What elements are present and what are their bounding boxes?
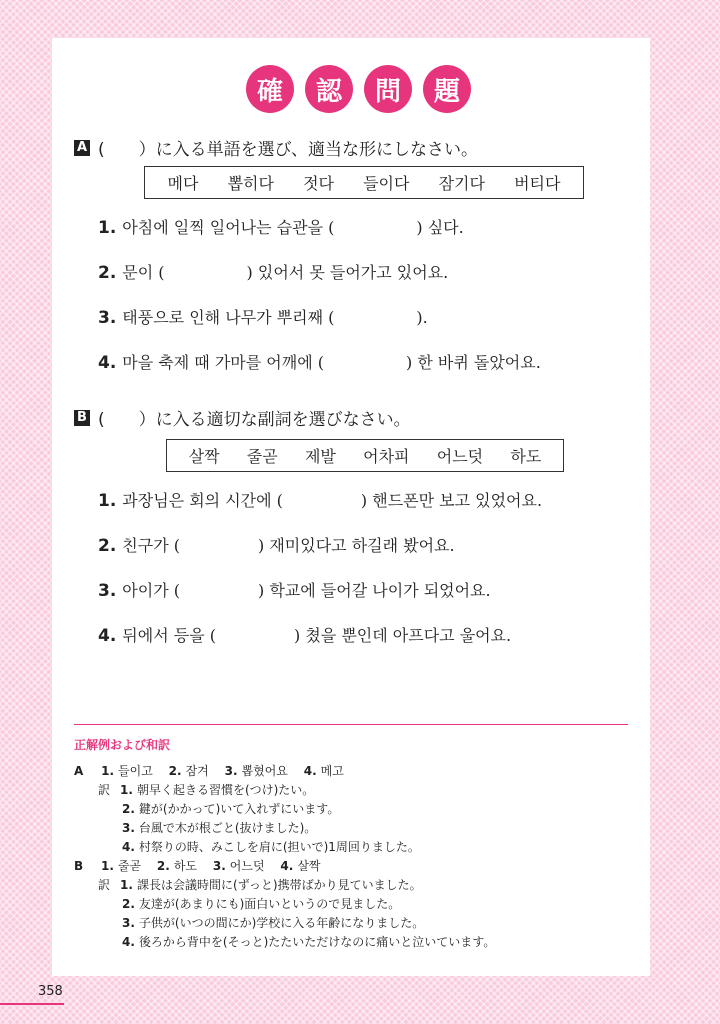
section-b-instruction [74, 405, 411, 430]
word-choice: 젓다 [303, 174, 334, 193]
question-a1: 1. 아침에 일찍 일어나는 습관을 ( ) 싶다. [98, 218, 464, 238]
section-a-badge: A [74, 140, 90, 156]
page-number: 358 [38, 984, 63, 999]
title-char: 認 [305, 65, 353, 113]
instruction-text: ( ）に入る適切な副詞を選びなさい。 [98, 410, 411, 430]
word-choice: 살짝 [188, 447, 220, 466]
word-choice: 어차피 [363, 447, 410, 466]
translation-line: 3. 子供が(いつの間にか)学校に入る年齢になりました。 [122, 916, 425, 930]
translation-line: 4. 村祭りの時、みこしを肩に(担いで)1周回りました。 [122, 840, 420, 854]
word-choice: 버티다 [514, 174, 561, 193]
word-choice: 들이다 [363, 174, 410, 193]
answers-b-row: B 1. 줄곧 2. 하도 3. 어느덧 4. 살짝 [74, 859, 321, 873]
question-b3: 3. 아이가 ( ) 학교에 들어갈 나이가 되었어요. [98, 581, 491, 601]
instruction-text: ( ）に入る単語を選び、適当な形にしなさい。 [98, 140, 478, 160]
translation-line: 4. 後ろから背中を(そっと)たたいただけなのに痛いと泣いています。 [122, 935, 496, 949]
translation-line: 訳 1. 朝早く起きる習慣を(つけ)たい。 [98, 783, 315, 797]
question-b2: 2. 친구가 ( ) 재미있다고 하길래 봤어요. [98, 536, 455, 556]
word-choice: 줄곧 [246, 447, 278, 466]
word-choice: 하도 [510, 447, 542, 466]
section-a-instruction [74, 135, 478, 160]
question-b1: 1. 과장님은 회의 시간에 ( ) 핸드폰만 보고 있었어요. [98, 491, 543, 511]
section-a-word-box [144, 166, 584, 199]
worksheet-page [52, 38, 650, 976]
word-choice: 뽑히다 [227, 174, 274, 193]
answers-a-row: A 1. 들이고 2. 잠겨 3. 뽑혔어요 4. 메고 [74, 764, 344, 778]
word-choice: 제발 [304, 447, 336, 466]
answers-divider [74, 724, 628, 725]
word-choice: 메다 [167, 174, 199, 193]
translation-line: 2. 鍵が(かかって)いて入れずにいます。 [122, 802, 340, 816]
question-b4: 4. 뒤에서 등을 ( ) 쳤을 뿐인데 아프다고 울어요. [98, 626, 512, 646]
page-number-underline [0, 1003, 64, 1005]
section-b-word-box [166, 439, 564, 472]
word-choice: 어느덧 [436, 447, 484, 466]
question-a3: 3. 태풍으로 인해 나무가 뿌리째 ( ). [98, 308, 428, 328]
question-a4: 4. 마을 축제 때 가마를 어깨에 ( ) 한 바퀴 돌았어요. [98, 353, 541, 373]
answers-heading: 正解例および和訳 [74, 738, 171, 752]
page-title [246, 65, 471, 113]
title-char: 問 [364, 65, 412, 113]
section-b-badge: B [74, 410, 90, 426]
title-char: 題 [423, 65, 471, 113]
translation-line: 2. 友達が(あまりにも)面白いというので見ました。 [122, 897, 401, 911]
translation-line: 訳 1. 課長は会議時間に(ずっと)携帯ばかり見ていました。 [98, 878, 422, 892]
question-a2: 2. 문이 ( ) 있어서 못 들어가고 있어요. [98, 263, 449, 283]
translation-line: 3. 台風で木が根ごと(抜けました)。 [122, 821, 317, 835]
title-char: 確 [246, 65, 294, 113]
word-choice: 잠기다 [438, 174, 485, 193]
